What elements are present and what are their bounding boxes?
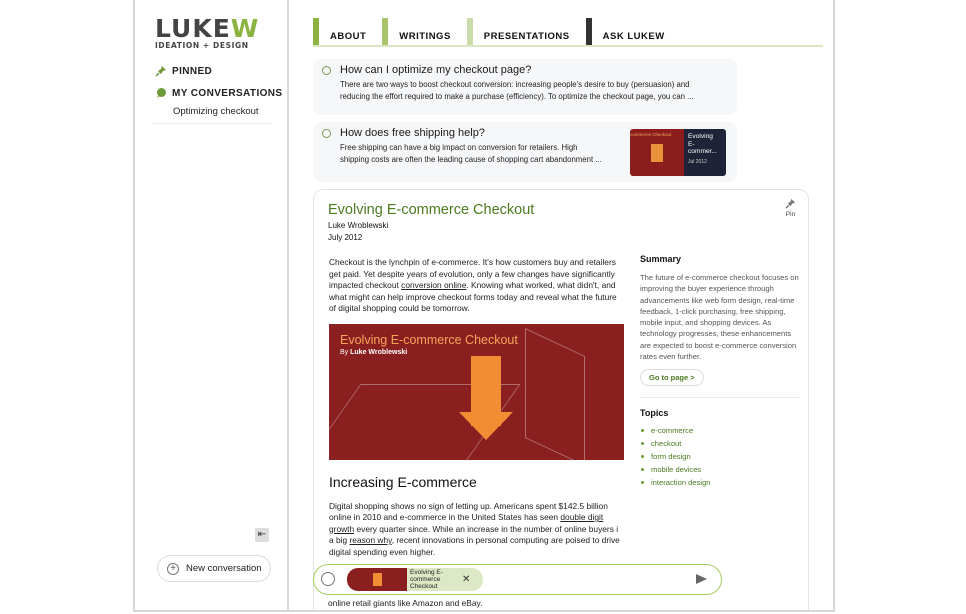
answer-line: Free shipping can have a big impact on conversion for retailers. High bbox=[340, 143, 578, 152]
question-card[interactable] bbox=[313, 122, 737, 182]
user-icon bbox=[322, 66, 331, 75]
top-nav bbox=[313, 18, 681, 46]
user-icon bbox=[322, 129, 331, 138]
section-heading: Increasing E-commerce bbox=[329, 473, 477, 490]
collapse-left-icon[interactable]: ⇤ bbox=[255, 528, 269, 542]
attachment-chip[interactable] bbox=[347, 568, 483, 591]
thumbnail-title: E- bbox=[688, 140, 695, 148]
thumbnail-title: commer... bbox=[688, 148, 717, 155]
hero-title: Evolving E-commerce Checkout bbox=[340, 332, 518, 347]
sidebar-item-label: PINNED bbox=[172, 65, 213, 77]
article-title[interactable]: Evolving E-commerce Checkout bbox=[328, 202, 535, 218]
article-thumbnail[interactable] bbox=[630, 129, 726, 176]
thumbnail-date: Jul 2012 bbox=[688, 158, 707, 165]
logo-tagline: IDEATION + DESIGN bbox=[155, 41, 249, 50]
tab-writings[interactable]: WRITINGS bbox=[382, 18, 467, 46]
chat-bubble-icon bbox=[155, 87, 167, 99]
topic-link[interactable]: interaction design bbox=[640, 478, 800, 491]
topic-link[interactable]: form design bbox=[640, 452, 800, 465]
pin-icon bbox=[785, 198, 796, 209]
pin-label: Pin bbox=[785, 211, 796, 218]
summary-text: The future of e-commerce checkout focuses on improving the buyer experience through advancements like web form design, real-time feedback, 1-click purchasing, free shipping, mobile input, and shopping devices. As technology progresses, these enhancements are expected to boost e-commerce conversion rates even further. bbox=[640, 273, 799, 362]
thumbnail-image bbox=[630, 129, 684, 176]
tab-about[interactable]: ABOUT bbox=[313, 18, 382, 46]
lukew-logo[interactable] bbox=[155, 14, 260, 50]
user-icon bbox=[321, 572, 335, 586]
new-conversation-button[interactable] bbox=[157, 555, 271, 582]
close-icon[interactable]: ✕ bbox=[462, 574, 471, 585]
summary-heading: Summary bbox=[640, 254, 682, 264]
pin-icon bbox=[155, 65, 167, 77]
attachment-title: Evolving E- commerce Checkout bbox=[410, 569, 443, 590]
link-reason-why[interactable]: reason why bbox=[349, 535, 392, 545]
answer-line: reducing the effort required to make a purchase (efficiency). To optimize the checkout page, you can ... bbox=[340, 91, 694, 101]
article-paragraph: Digital shopping shows no sign of letting up. Americans spent $142.5 billion online in 2010 and e-commerce in the United States has seen double digit growth every quarter since. While an increase in the number of online buyers i a big reason why, recent innovations in personal computing are poised to drive digital spending even higher. bbox=[329, 500, 620, 557]
thumbnail-title: Evolving bbox=[688, 133, 713, 140]
link-conversion-online[interactable]: conversion online bbox=[401, 280, 467, 290]
answer-line: There are two ways to boost checkout conversion: increasing people's desire to buy (persuasion) and bbox=[340, 80, 690, 89]
question-card[interactable] bbox=[313, 59, 737, 115]
app-frame bbox=[133, 0, 835, 612]
question-text: How does free shipping help? bbox=[340, 127, 485, 139]
hero-byline: By Luke Wroblewski bbox=[340, 348, 408, 356]
topic-link[interactable]: mobile devices bbox=[640, 465, 800, 478]
article-aside bbox=[640, 254, 800, 491]
topic-link[interactable]: e-commerce bbox=[640, 426, 800, 439]
plus-icon: + bbox=[167, 563, 179, 575]
hero-image bbox=[329, 324, 624, 460]
topics-heading: Topics bbox=[640, 408, 669, 419]
topic-link[interactable]: checkout bbox=[640, 439, 800, 452]
pin-button[interactable] bbox=[785, 198, 796, 218]
article-date: July 2012 bbox=[328, 233, 363, 242]
sidebar-item-label: MY CONVERSATIONS bbox=[172, 87, 283, 99]
article-paragraph-tail: online retail giants like Amazon and eBay. bbox=[328, 598, 483, 608]
nav-divider bbox=[313, 45, 823, 47]
tab-ask-lukew[interactable]: ASK LUKEW bbox=[586, 18, 681, 46]
send-icon[interactable] bbox=[696, 574, 707, 584]
answer-line: shipping costs are often the leading cause of shopping cart abandonment ... bbox=[340, 154, 602, 164]
attachment-thumbnail bbox=[347, 568, 407, 591]
aside-divider bbox=[640, 397, 800, 398]
logo-wordmark: LUKEW bbox=[155, 14, 260, 43]
article-author: Luke Wroblewski bbox=[328, 221, 389, 230]
thumbnail-image-caption: commerce Checkout bbox=[630, 132, 672, 137]
article-paragraph: Checkout is the lynchpin of e-commerce. It's how customers buy and retailers get paid. Yet despite years of evolution, only a few changes have significantly impacted checkout conversion online. Knowing what worked, what didn't, and what might can help improve checkout forms today and reveal what the future of digital shopping could be tomorrow. bbox=[329, 257, 617, 313]
tab-presentations[interactable]: PRESENTATIONS bbox=[467, 18, 586, 46]
question-text: How can I optimize my checkout page? bbox=[340, 64, 532, 76]
article-card bbox=[313, 189, 809, 612]
new-conversation-label: New conversation bbox=[186, 563, 262, 574]
sidebar-item-pinned[interactable] bbox=[155, 60, 283, 82]
go-to-page-button[interactable]: Go to page > bbox=[640, 369, 704, 386]
chat-input-bar[interactable] bbox=[313, 564, 722, 595]
article-body bbox=[329, 257, 625, 558]
conversation-item[interactable]: Optimizing checkout bbox=[153, 100, 273, 124]
link-double-digit-growth[interactable]: double digit growth bbox=[329, 512, 604, 534]
sidebar-nav bbox=[155, 60, 283, 104]
sidebar bbox=[135, 0, 289, 612]
